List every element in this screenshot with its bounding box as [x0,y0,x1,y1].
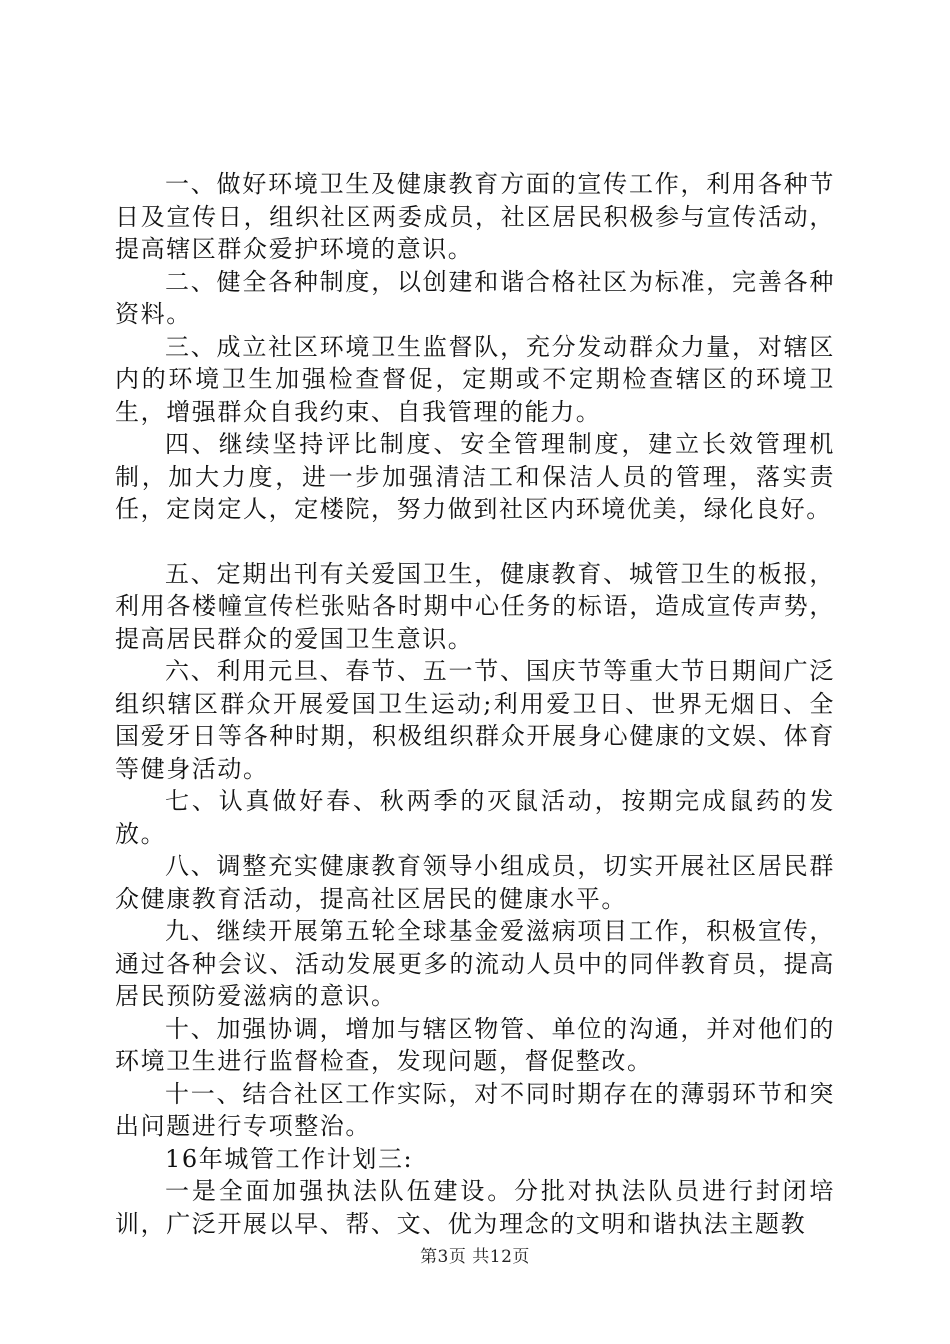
page-footer: 第3页 共12页 [420,1247,530,1267]
paragraph-4: 四、继续坚持评比制度、安全管理制度，建立长效管理机制，加大力度，进一步加强清洁工和保洁人员的管理，落实责任，定岗定人，定楼院，努力做到社区内环境优美，绿化良好。 [115,430,835,523]
paragraph-10: 十、加强协调，增加与辖区物管、单位的沟通，并对他们的环境卫生进行监督检查，发现问题，督促整改。 [115,1014,835,1075]
paragraph-8: 八、调整充实健康教育领导小组成员，切实开展社区居民群众健康教育活动，提高社区居民的健康水平。 [115,852,835,913]
document-body [115,168,835,1240]
paragraph-1: 一、做好环境卫生及健康教育方面的宣传工作，利用各种节日及宣传日，组织社区两委成员，社区居民积极参与宣传活动，提高辖区群众爱护环境的意识。 [115,170,835,263]
paragraph-3: 三、成立社区环境卫生监督队，充分发动群众力量，对辖区内的环境卫生加强检查督促，定期或不定期检查辖区的环境卫生，增强群众自我约束、自我管理的能力。 [115,332,835,426]
section-heading: 16年城管工作计划三: [165,1144,414,1173]
paragraph-7: 七、认真做好春、秋两季的灭鼠活动，按期完成鼠药的发放。 [115,787,835,848]
paragraph-5: 五、定期出刊有关爱国卫生，健康教育、城管卫生的板报，利用各楼幢宣传栏张贴各时期中心任务的标语，造成宣传声势，提高居民群众的爱国卫生意识。 [115,559,835,653]
paragraph-11: 十一、结合社区工作实际，对不同时期存在的薄弱环节和突出问题进行专项整治。 [115,1079,835,1140]
paragraph-12: 一是全面加强执法队伍建设。分批对执法队员进行封闭培训，广泛开展以早、帮、文、优为理念的文明和谐执法主题教 [115,1177,835,1238]
paragraph-6: 六、利用元旦、春节、五一节、国庆节等重大节日期间广泛组织辖区群众开展爱国卫生运动;利用爱卫日、世界无烟日、全国爱牙日等各种时期，积极组织群众开展身心健康的文娱、体育等健身活动。 [115,657,835,783]
paragraph-9: 九、继续开展第五轮全球基金爱滋病项目工作，积极宣传，通过各种会议、活动发展更多的流动人员中的同伴教育员，提高居民预防爱滋病的意识。 [115,917,835,1010]
paragraph-2: 二、健全各种制度，以创建和谐合格社区为标准，完善各种资料。 [115,267,835,328]
